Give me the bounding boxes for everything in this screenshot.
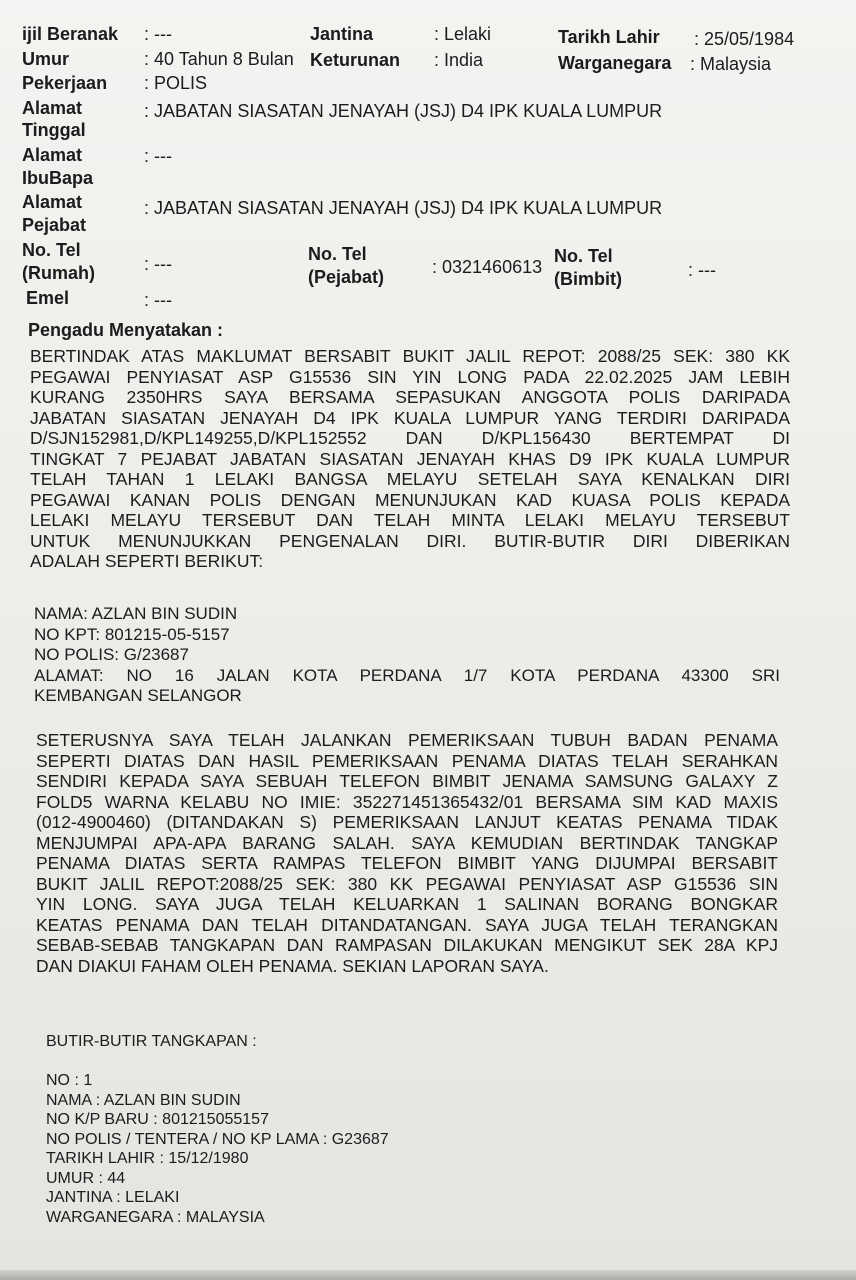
umur-value: : 40 Tahun 8 Bulan	[144, 49, 294, 69]
tel-pejabat-label-1: No. Tel	[308, 244, 367, 264]
tel-pejabat-label-2: (Pejabat)	[308, 267, 385, 287]
alamat-tinggal-label-2: Tinggal	[22, 120, 86, 140]
arrest-polis: NO POLIS / TENTERA / NO KP LAMA : G23687	[46, 1130, 389, 1148]
statement-line: TELAH TAHAN 1 LELAKI BANGSA MELAYU SETELAH SAYA KENALKAN DIRI	[30, 469, 790, 489]
person-alamat-line-2: KEMBANGAN SELANGOR	[34, 686, 242, 705]
statement-line: SEPERTI DIATAS DAN HASIL PEMERIKSAAN PENAMA DIATAS TELAH SERAHKAN	[36, 750, 778, 771]
tarikh-lahir-value: : 25/05/1984	[694, 29, 795, 49]
statement-line: BERTINDAK ATAS MAKLUMAT BERSABIT BUKIT JALIL REPOT: 2088/25 SEK: 380 KK	[30, 346, 790, 366]
ijil-beranak-label: ijil Beranak	[22, 24, 119, 44]
tel-bimbit-label-2: (Bimbit)	[554, 269, 622, 289]
arrest-nama: NAMA : AZLAN BIN SUDIN	[46, 1091, 241, 1109]
pekerjaan-label: Pekerjaan	[22, 73, 108, 93]
tel-pejabat-value: : 0321460613	[432, 257, 543, 277]
jantina-label: Jantina	[310, 24, 374, 44]
ijil-beranak-value: : ---	[144, 24, 172, 44]
jantina-value: : Lelaki	[434, 24, 492, 44]
arrest-tarikh-lahir: TARIKH LAHIR : 15/12/1980	[46, 1150, 249, 1167]
tel-bimbit-label-1: No. Tel	[554, 246, 613, 266]
alamat-pejabat-label-1: Alamat	[22, 192, 83, 212]
tel-rumah-value: : ---	[144, 254, 172, 274]
keturunan-value: : India	[434, 50, 484, 70]
statement-paragraph-1	[30, 346, 790, 572]
alamat-tinggal-label-1: Alamat	[22, 98, 83, 118]
page-bottom-edge	[0, 1270, 856, 1280]
alamat-ibubapa-value: : ---	[144, 146, 172, 166]
statement-line: SETERUSNYA SAYA TELAH JALANKAN PEMERIKSAAN TUBUH BADAN PENAMA	[36, 730, 778, 750]
arrest-heading: BUTIR-BUTIR TANGKAPAN :	[46, 1033, 257, 1050]
alamat-ibubapa-label-2: IbuBapa	[22, 168, 94, 188]
arrest-umur: UMUR : 44	[46, 1169, 126, 1187]
tel-rumah-label-1: No. Tel	[22, 240, 81, 260]
statement-line: KEATAS PENAMA DAN TELAH DITANDATANGAN. SAYA JUGA TELAH TERANGKAN	[36, 914, 778, 935]
statement-line: YIN LONG. SAYA JUGA TELAH KELUARKAN 1 SALINAN BORANG BONGKAR	[36, 894, 778, 914]
tel-bimbit-value: : ---	[688, 260, 716, 280]
emel-label: Emel	[26, 288, 70, 308]
statement-paragraph-2	[36, 730, 778, 976]
alamat-ibubapa-label-1: Alamat	[22, 145, 83, 165]
statement-line: UNTUK MENUNJUKKAN PENGENALAN DIRI. BUTIR-BUTIR DIRI DIBERIKAN	[30, 530, 790, 551]
tarikh-lahir-label: Tarikh Lahir	[558, 27, 660, 47]
statement-heading: Pengadu Menyatakan :	[28, 320, 224, 340]
alamat-pejabat-value: : JABATAN SIASATAN JENAYAH (JSJ) D4 IPK KUALA LUMPUR	[144, 198, 663, 218]
alamat-tinggal-value: : JABATAN SIASATAN JENAYAH (JSJ) D4 IPK KUALA LUMPUR	[144, 101, 663, 121]
arrest-details	[46, 1071, 389, 1227]
person-nama: NAMA: AZLAN BIN SUDIN	[34, 604, 238, 623]
statement-line: ADALAH SEPERTI BERIKUT:	[30, 551, 264, 571]
umur-label: Umur	[22, 49, 70, 69]
tel-rumah-label-2: (Rumah)	[22, 263, 95, 283]
statement-line: FOLD5 WARNA KELABU NO IMIE: 352271451365432/01 BERSAMA SIM KAD MAXIS	[36, 791, 778, 812]
emel-value: : ---	[144, 290, 172, 310]
statement-line: JABATAN SIASATAN JENAYAH D4 IPK KUALA LUMPUR YANG TERDIRI DARIPADA	[30, 407, 790, 428]
warganegara-label: Warganegara	[558, 53, 672, 73]
statement-line: TINGKAT 7 PEJABAT JABATAN SIASATAN JENAYAH KHAS D9 IPK KUALA LUMPUR	[30, 448, 790, 469]
statement-line: PEGAWAI KANAN POLIS DENGAN MENUNJUKAN KAD KUASA POLIS KEPADA	[30, 489, 790, 510]
pekerjaan-value: : POLIS	[144, 73, 208, 93]
warganegara-value: : Malaysia	[690, 54, 772, 74]
arrest-kp-baru: NO K/P BARU : 801215055157	[46, 1111, 269, 1128]
person-alamat-line-1: ALAMAT: NO 16 JALAN KOTA PERDANA 1/7 KOTA PERDANA 43300 SRI	[34, 665, 780, 685]
alamat-pejabat-label-2: Pejabat	[22, 215, 87, 235]
statement-line: D/SJN152981,D/KPL149255,D/KPL152552 DAN D/KPL156430 BERTEMPAT DI	[30, 428, 790, 448]
statement-line: PEGAWAI PENYIASAT ASP G15536 SIN YIN LONG PADA 22.02.2025 JAM LEBIH	[30, 366, 790, 387]
keturunan-label: Keturunan	[310, 50, 400, 70]
statement-line: BUKIT JALIL REPOT:2088/25 SEK: 380 KK PEGAWAI PENYIASAT ASP G15536 SIN	[36, 873, 778, 894]
statement-line: KURANG 2350HRS SAYA BERSAMA SEPASUKAN ANGGOTA POLIS DARIPADA	[30, 387, 790, 407]
statement-line: MENJUMPAI APA-APA BARANG SALAH. SAYA KEMUDIAN BERTINDAK TANGKAP	[36, 832, 778, 853]
statement-line: LELAKI MELAYU TERSEBUT DAN TELAH MINTA LELAKI MELAYU TERSEBUT	[30, 510, 790, 530]
statement-line: SEBAB-SEBAB TANGKAPAN DAN RAMPASAN DILAKUKAN MENGIKUT SEK 28A KPJ	[36, 935, 778, 955]
statement-line: DAN DIAKUI FAHAM OLEH PENAMA. SEKIAN LAPORAN SAYA.	[36, 955, 549, 976]
statement-line: (012-4900460) (DITANDAKAN S) PEMERIKSAAN LANJUT KEATAS PENAMA TIDAK	[36, 812, 778, 832]
person-polis: NO POLIS: G/23687	[34, 645, 189, 664]
arrest-warganegara: WARGANEGARA : MALAYSIA	[46, 1208, 265, 1226]
person-details	[34, 604, 780, 707]
statement-line: PENAMA DIATAS SERTA RAMPAS TELEFON BIMBIT YANG DIJUMPAI BERSABIT	[36, 853, 778, 873]
arrest-jantina: JANTINA : LELAKI	[46, 1189, 180, 1206]
arrest-no: NO : 1	[46, 1072, 93, 1089]
statement-line: SENDIRI KEPADA SAYA SEBUAH TELEFON BIMBIT JENAMA SAMSUNG GALAXY Z	[36, 771, 778, 791]
person-kpt: NO KPT: 801215-05-5157	[34, 624, 230, 644]
